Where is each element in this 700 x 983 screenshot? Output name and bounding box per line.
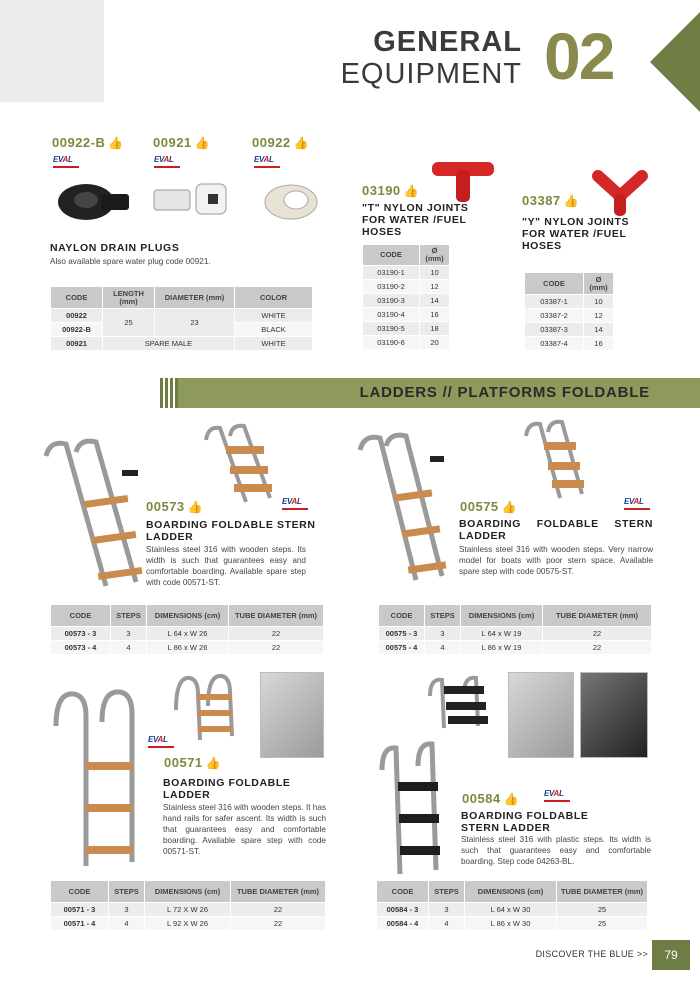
table-row: 00573 - 4 4 L 86 x W 26 22 (51, 641, 324, 655)
t-joint-image (428, 156, 498, 204)
ladder-00571-folded-image (168, 670, 256, 750)
page-title-line2: EQUIPMENT (340, 58, 522, 90)
ladder-00571-image (46, 686, 156, 876)
table-row: 00575 - 4 4 L 86 x W 19 22 (379, 641, 652, 655)
plug-code-3: 00922 👍 (252, 135, 309, 150)
t-joint-code: 03190 👍 (362, 183, 419, 198)
table-row: 00921 SPARE MALE WHITE (51, 337, 313, 351)
table-row: 03387-4 16 (525, 337, 614, 351)
table-row: 03387-2 12 (525, 309, 614, 323)
plugs-description: Also available spare water plug code 00921. (50, 257, 211, 266)
plugs-table: CODE LENGTH (mm) DIAMETER (mm) COLOR 00922 25 23 WHITE 00922-B BLACK 00921 SPARE MALE WHITE (50, 286, 313, 351)
plug-code-2: 00921 👍 (153, 135, 210, 150)
ladder-00573-title: BOARDING FOLDABLE STERN LADDER (146, 519, 316, 543)
ladder-00584-code: 00584 👍 (462, 791, 519, 806)
plug-code-1: 00922-B 👍 (52, 135, 124, 150)
page-number: 79 (652, 940, 690, 970)
table-row: 00575 - 3 3 L 64 x W 19 22 (379, 627, 652, 641)
y-joint-image (590, 170, 650, 220)
table-row: 00573 - 3 3 L 64 x W 26 22 (51, 627, 324, 641)
ladder-00571-code: 00571 👍 (164, 755, 221, 770)
ladder-00573-description: Stainless steel 316 with wooden steps. Its width is such that guarantees easy and comfortable boarding. Available spare step with code 00571-ST. (146, 545, 306, 587)
ladder-00571-table: CODE STEPS DIMENSIONS (cm) TUBE DIAMETER (mm) 00571 - 3 3 L 72 X W 26 22 00571 - 4 4 L 92 X W 26 22 (50, 880, 326, 931)
eval-logo: EVAL (254, 154, 280, 168)
table-row: 03190-4 16 (363, 308, 450, 322)
table-row: 00571 - 3 3 L 72 X W 26 22 (51, 903, 326, 917)
section-title: LADDERS // PLATFORMS FOLDABLE (359, 384, 650, 401)
chapter-arrow-icon (650, 12, 700, 112)
eval-logo: EVAL (148, 734, 174, 748)
table-row: 03190-3 14 (363, 294, 450, 308)
spare-male-plug-image (154, 184, 226, 214)
eval-logo: EVAL (624, 496, 650, 510)
table-row: 00922-B BLACK (51, 323, 313, 337)
plugs-title: NAYLON DRAIN PLUGS (50, 242, 180, 254)
white-drain-plug-image (265, 185, 317, 219)
thumbs-up-icon: 👍 (108, 136, 124, 150)
ladder-00575-title: BOARDING FOLDABLE STERN LADDER (459, 518, 653, 542)
ladder-00584-description: Stainless steel 316 with plastic steps. Its width is such that guarantees easy and comfortable boarding. Step code 04263-BL. (461, 835, 651, 866)
thumbs-up-icon: 👍 (503, 792, 519, 806)
section-stripes (158, 378, 178, 408)
ladder-00584-detail-photo-2 (580, 672, 648, 758)
t-joint-table: CODE Ø (mm) 03190-1 10 03190-2 12 03190-3 14 03190-4 16 03190-5 18 03190-6 20 (362, 244, 450, 350)
table-row: 00584 - 3 3 L 64 x W 30 25 (377, 903, 648, 917)
thumbs-up-icon: 👍 (563, 194, 579, 208)
ladder-00571-description: Stainless steel 316 with wooden steps. It has hand rails for safer ascent. Its width is such that guarantees easy and comfortable boarding. Available spare step with code 00571-ST. (163, 803, 326, 856)
ladder-00584-detail-photo-1 (508, 672, 574, 758)
eval-logo: EVAL (53, 154, 79, 168)
corner-decoration (0, 0, 104, 102)
ladder-00575-folded-image (520, 418, 600, 508)
thumbs-up-icon: 👍 (293, 136, 309, 150)
ladder-00584-folded-image (424, 672, 504, 732)
ladder-00575-table: CODE STEPS DIMENSIONS (cm) TUBE DIAMETER (mm) 00575 - 3 3 L 64 x W 19 22 00575 - 4 4 L 86 x W 19 22 (378, 604, 652, 655)
ladder-00573-folded-image (200, 422, 280, 512)
table-row: 03387-1 10 (525, 295, 614, 309)
ladder-00573-code: 00573 👍 (146, 499, 203, 514)
table-row: 03190-6 20 (363, 336, 450, 350)
y-joint-title: "Y" NYLON JOINTS FOR WATER /FUEL HOSES (522, 216, 630, 252)
thumbs-up-icon: 👍 (194, 136, 210, 150)
drain-plug-images (46, 172, 336, 232)
table-row: 03190-2 12 (363, 280, 450, 294)
table-row: 00571 - 4 4 L 92 X W 26 22 (51, 917, 326, 931)
thumbs-up-icon: 👍 (501, 500, 517, 514)
black-drain-plug-image (58, 184, 129, 220)
page-title-line1: GENERAL (373, 26, 522, 58)
ladder-00571-detail-photo (260, 672, 324, 758)
ladder-00573-image (36, 436, 146, 596)
chapter-number: 02 (544, 19, 614, 93)
ladder-00584-image (374, 740, 454, 880)
thumbs-up-icon: 👍 (403, 184, 419, 198)
t-joint-title: "T" NYLON JOINTS FOR WATER /FUEL HOSES (362, 202, 469, 238)
y-joint-table: CODE Ø (mm) 03387-1 10 03387-2 12 03387-3 14 03387-4 16 (524, 272, 614, 351)
ladder-00571-title: BOARDING FOLDABLE LADDER (163, 777, 291, 801)
y-joint-code: 03387 👍 (522, 193, 579, 208)
ladder-00575-description: Stainless steel 316 with wooden steps. Very narrow model for boats with poor stern space. Available spare step with code 00575-ST. (459, 545, 653, 576)
ladder-00575-code: 00575 👍 (460, 499, 517, 514)
ladder-00584-table: CODE STEPS DIMENSIONS (cm) TUBE DIAMETER (mm) 00584 - 3 3 L 64 x W 30 25 00584 - 4 4 L 86 x W 30 25 (376, 880, 648, 931)
eval-logo: EVAL (544, 788, 570, 802)
footer-tagline: DISCOVER THE BLUE >> (535, 949, 648, 959)
table-row: 03190-1 10 (363, 266, 450, 280)
thumbs-up-icon: 👍 (187, 500, 203, 514)
thumbs-up-icon: 👍 (205, 756, 221, 770)
table-row: 03190-5 18 (363, 322, 450, 336)
ladder-00575-image (350, 430, 460, 590)
ladder-00584-title: BOARDING FOLDABLE STERN LADDER (461, 810, 589, 834)
table-row: 00922 25 23 WHITE (51, 309, 313, 323)
table-row: 03387-3 14 (525, 323, 614, 337)
table-row: 00584 - 4 4 L 86 x W 30 25 (377, 917, 648, 931)
eval-logo: EVAL (282, 496, 308, 510)
eval-logo: EVAL (154, 154, 180, 168)
ladder-00573-table: CODE STEPS DIMENSIONS (cm) TUBE DIAMETER (mm) 00573 - 3 3 L 64 x W 26 22 00573 - 4 4 L 86 x W 26 22 (50, 604, 324, 655)
